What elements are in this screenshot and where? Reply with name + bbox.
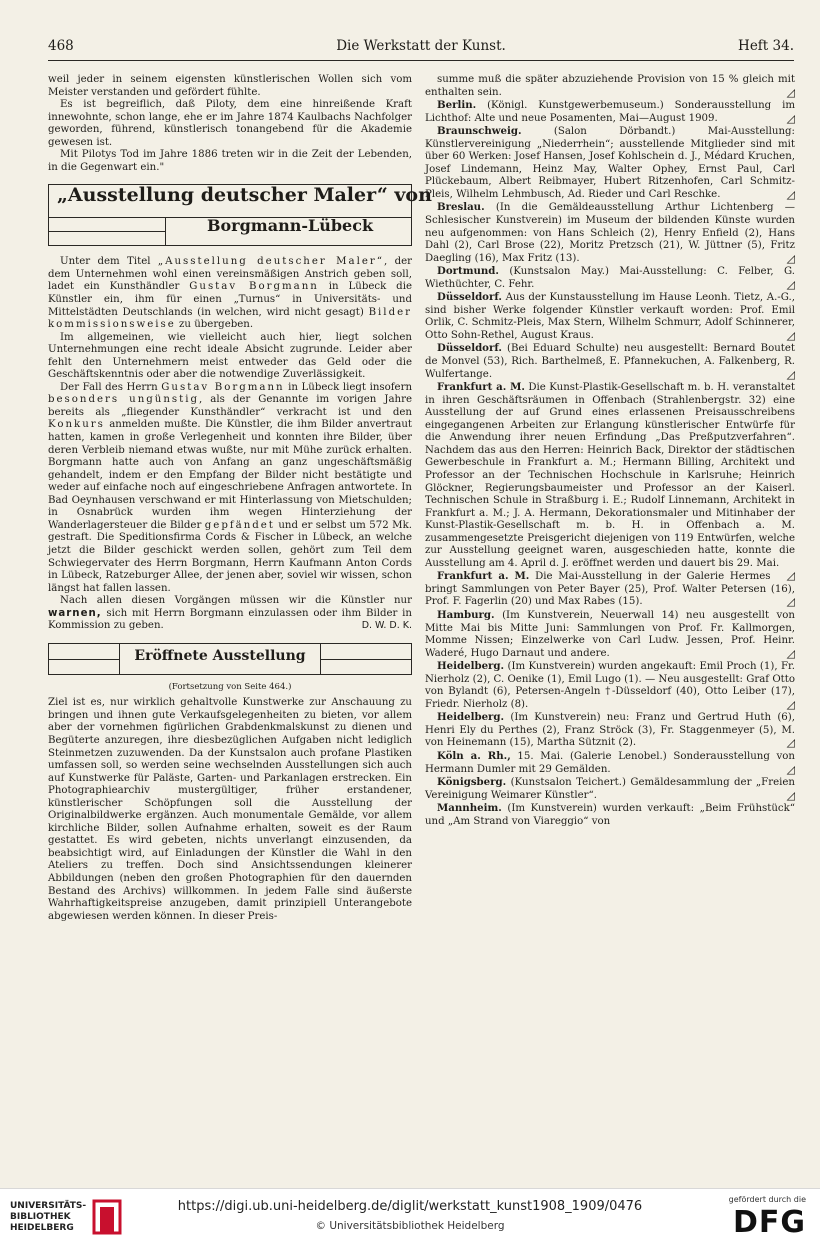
list-item: Breslau. (In die Gemäldeausstellung Arthur Lichtenberg — Schlesischer Kunstverein) im Museum der bildenden Künste wurden neu aufgenommen: von Hans Schleich (2), Henry Enfield (2), Hans Dahl (2), Carl Brose (22), Moritz Pretzsch (21), W. Jüttner (5), Fritz Daegling (16), Max Fritz (13). ◿	[425, 201, 795, 265]
article-heading-line1: „Ausstellung deutscher Maler“ von	[57, 184, 432, 207]
dfg-logo[interactable]	[710, 1195, 806, 1239]
list-item: Königsberg. (Kunstsalon Teichert.) Gemäldesammlung der „Freien Vereinigung Weimarer Künstler“. ◿	[425, 776, 795, 802]
right-column	[425, 74, 795, 828]
header-rule	[48, 60, 794, 61]
logo-text-line2: BIBLIOTHEK	[10, 1212, 71, 1222]
issue-number: Heft 34.	[738, 38, 794, 54]
running-head	[48, 38, 794, 58]
paragraph: Es ist begreiflich, daß Piloty, dem eine hinreißende Kraft innewohnte, schon lange, ehe er im Jahre 1874 Kaulbachs Nachfolger geworden, führend, künstlerisch tonangebend für die Akademie gewesen ist.	[48, 99, 412, 148]
paragraph: Der Fall des Herrn Gustav Borgmann in Lübeck liegt insofern besonders ungünstig, als der Genannte im vorigen Jahre bereits als „fliegender Kunsthändler“ verkracht ist und den Konkurs anmelden mußte. Die Künstler, die ihm Bilder anvertraut hatten, kamen in große Verlegenheit und konnten ihre Bilder, über deren Verbleib niemand etwas wußte, nur mit Mühe zurück erhalten. Borgmann hatte auch von Anfang an ganz ungeschäftsmäßig gehandelt, indem er den Empfang der Bilder nicht bestätigte und weder auf einfache noch auf eingeschriebene Anfragen antwortete. In Bad Oeynhausen verschwand er mit Hinterlassung von Mietschulden; in Osnabrück wurden ihm wegen Hinterziehung der Wanderlagersteuer die Bilder gepfändet und er selbst um 572 Mk. gestraft. Die Speditionsfirma Cords & Fischer in Lübeck, an welche jetzt die Bilder geschickt werden sollen, gehört zum Teil dem Schwiegervater des Herrn Borgmann, Herrn Kaufmann Anton Cords in Lübeck, Ratzeburger Allee, der jenen aber, soviel wir wissen, schon längst hat fallen lassen.	[48, 381, 412, 594]
list-item: Frankfurt a. M. Die Kunst-Plastik-Gesellschaft m. b. H. veranstaltet in ihren Geschäftsräumen in Offenbach (Strahlenbergstr. 32) eine Ausstellung der auf Grund eines erlassenen Preisausschreibens eingegangenen Arbeiten zur Erlangung künstlerischer Entwürfe für die Anwendung ihrer neuen Erfindung „Das Preßputzverfahren“. Nachdem das aus den Herren: Heinrich Back, Direktor der städtischen Gewerbeschule in Frankfurt a. M.; Hermann Billing, Architekt und Professor an der Technischen Hochschule in Karlsruhe; Heinrich Glöckner, Regierungsbaumeister und Professor an der Kaiserl. Technischen Schule in Straßburg i. E.; Rudolf Linnemann, Architekt in Frankfurt a. M.; J. A. Hermann, Dekorationsmaler und Mitinhaber der Kunst-Plastik-Gesellschaft m. b. H. in Offenbach a. M. zusammengesetzte Preisgericht diejenigen von 119 Entwürfen, welche zur Ausstellung geeignet waren, ausgeschieden hatte, konnte die Ausstellung am 4. April d. J. eröffnet werden und dauert bis 29. Mai. ◿	[425, 381, 795, 583]
permalink-url[interactable]: https://digi.ub.uni-heidelberg.de/diglit/werkstatt_kunst1908_1909/0476	[177, 1199, 643, 1214]
paragraph: Ziel ist es, nur wirklich gehaltvolle Kunstwerke zur Anschauung zu bringen und ihnen gute Verkaufsgelegenheiten zu bieten, vor allem aber der vornehmen figürlichen Grabdenkmalskunst zu dienen und Begüterte anzuregen, ihre diesbezüglichen Aufgaben nicht lediglich Steinmetzen zuzuwenden. Da der Kunstsalon auch profane Plastiken umfassen soll, so werden seine wechselnden Ausstellungen sich auch auf Kunstwerke für Paläste, Garten- und Parkanlagen erstrecken. Ein Photographiearchiv mustergültiger, früher erstandener, künstlerischer Schöpfungen soll die Ausstellung der Originalbildwerke ergänzen. Auch monumentale Gemälde, vor allem kirchliche Bilder, sollen Aufnahme erhalten, soweit es der Raum gestattet. Es wird gebeten, nichts unverlangt einzusenden, da beabsichtigt wird, auf Einladungen der Künstler die Wahl in den Ateliers zu treffen. Doch sind Ansichtssendungen kleinerer Abbildungen (neben den großen Photographien für den dauernden Bestand des Archivs) willkommen. In jedem Falle sind äußerste Wahrhaftigkeitspreise anzugeben, damit prinzipiell Unterangebote abgewiesen werden können. In dieser Preis-	[48, 697, 412, 922]
paragraph: Nach allen diesen Vorgängen müssen wir die Künstler nur warnen, sich mit Herrn Borgmann einzulassen oder ihm Bilder in Kommission zu geben. D. W. D. K.	[48, 595, 412, 632]
paragraph: Unter dem Titel „Ausstellung deutscher Maler“, der dem Unternehmen wohl einen vereinsmäßigen Anstrich geben soll, ladet ein Kunsthändler Gustav Borgmann in Lübeck die Künstler ein, ihm für einen „Turnus“ in Universitäts- und Mittelstädten Deutschlands (in welchen, wird nicht gesagt) Bilder kommissionsweise zu übergeben.	[48, 256, 412, 331]
list-item: Köln a. Rh., 15. Mai. (Galerie Lenobel.) Sonderausstellung von Hermann Dumler mit 29 Gemälden. ◿	[425, 749, 795, 776]
list-item: Düsseldorf. (Bei Eduard Schulte) neu ausgestellt: Bernard Boutet de Monvel (53), Rich. Barthelmeß, E. Pfannekuchen, A. Falkenberg, R. Wulfertange. ◿	[425, 342, 795, 381]
logo-text-line3: HEIDELBERG	[10, 1223, 74, 1233]
journal-title: Die Werkstatt der Kunst.	[336, 38, 506, 54]
logo-text-line1: UNIVERSITÄTS-	[10, 1201, 87, 1211]
list-item: Hamburg. (Im Kunstverein, Neuerwall 14) neu ausgestellt von Mitte Mai bis Mitte Juni: Sammlungen von Prof. Fr. Kallmorgen, Momme Nissen; Einzelwerke von Carl Ludw. Jessen, Prof. Heinr. Waderé, Hugo Darnaut und andere. ◿	[425, 608, 795, 660]
signature: D. W. D. K.	[361, 620, 412, 632]
copyright-notice: © Universitätsbibliothek Heidelberg	[315, 1220, 505, 1232]
list-item: Braunschweig. (Salon Dörbandt.) Mai-Ausstellung: Künstlervereinigung „Niederrhein“; ausstellende Mitglieder sind mit über 60 Werken: Josef Hansen, Josef Kohlschein d. J., Médard Kruchen, Josef Lindemann, Heinz May, Walter Ophey, Ernst Paul, Carl Plückebaum, Albert Reibmayer, Hubert Ritzenhofen, Carl Schmitz-Pleis, Wilhelm Lehmbusch, Ad. Rieder und Carl Reschke. ◿	[425, 125, 795, 201]
funder-name: DFG	[732, 1205, 806, 1240]
funder-label: gefördert durch die	[728, 1195, 806, 1204]
list-item: summe muß die später abzuziehende Provision von 15 % gleich mit enthalten sein. ◿	[425, 74, 795, 99]
paragraph: Mit Pilotys Tod im Jahre 1886 treten wir in die Zeit der Lebenden, in die Gegenwart ein."	[48, 149, 412, 173]
list-item: Mannheim. (Im Kunstverein) wurden verkauft: „Beim Frühstück“ und „Am Strand von Viareggio“ von	[425, 802, 795, 827]
list-item: Düsseldorf. Aus der Kunstausstellung im Hause Leonh. Tietz, A.-G., sind bisher Werke folgender Künstler verkauft worden: Prof. Emil Orlik, C. Schmitz-Pleis, Max Stern, Wilhelm Schmurr, Adolf Schinnerer, Otto Sohn-Rethel, August Kraus. ◿	[425, 291, 795, 342]
article-heading-line2: Borgmann-Lübeck	[206, 216, 374, 236]
paragraph: Im allgemeinen, wie vielleicht auch hier, liegt solchen Unternehmungen eine recht ideale Absicht zugrunde. Leider aber fehlt den Unternehmern meist entweder das Geld oder die Geschäftskenntnis oder aber die notwendige Zuverlässigkeit.	[48, 331, 412, 381]
page-number: 468	[48, 38, 74, 54]
list-item: Dortmund. (Kunstsalon May.) Mai-Ausstellung: C. Felber, G. Wiethüchter, C. Fehr. ◿	[425, 265, 795, 291]
continuation-note: (Fortsetzung von Seite 464.)	[168, 681, 292, 692]
paragraph: weil jeder in seinem eigensten künstlerischen Wollen sich vom Meister verstanden und gefördert fühlte.	[48, 74, 412, 98]
viewer-footer	[0, 1188, 820, 1245]
section-heading: Eröffnete Ausstellung	[134, 647, 306, 664]
article-heading-box	[48, 184, 432, 246]
left-column	[48, 74, 432, 923]
section-heading-box	[48, 643, 412, 675]
list-item: Berlin. (Königl. Kunstgewerbemuseum.) Sonderausstellung im Lichthof: Alte und neue Posamenten, Mai—August 1909. ◿	[425, 99, 795, 125]
list-item: Heidelberg. (Im Kunstverein) wurden angekauft: Emil Proch (1), Fr. Nierholz (2), C. Oenike (1), Emil Lugo (1). — Neu ausgestellt: Graf Otto von Bylandt (6), Petersen-Angeln †-Düsseldorf (40), Otto Leiber (17), Friedr. Nierholz (8). ◿	[425, 660, 795, 711]
list-item: Heidelberg. (Im Kunstverein) neu: Franz und Gertrud Huth (6), Henri Ely du Perthes (2), Franz Ströck (3), Fr. Staggenmeyer (5), M. von Heinemann (15), Martha Sütznit (2). ◿	[425, 711, 795, 750]
list-item: Frankfurt a. M. Die Mai-Ausstellung in der Galerie Hermes bringt Sammlungen von Peter Bayer (25), Prof. Walter Petersen (16), Prof. F. Fagerlin (20) und Max Rabes (15). ◿	[425, 570, 795, 609]
